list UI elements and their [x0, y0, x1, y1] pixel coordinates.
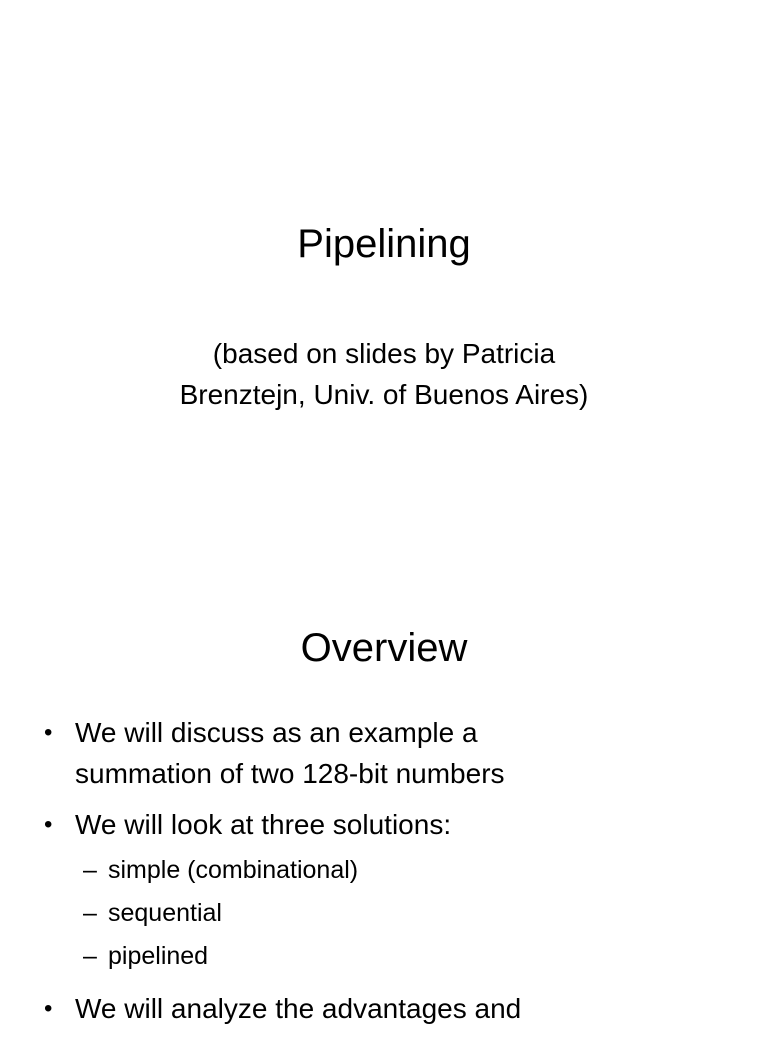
- bullet-line: summation of two 128-bit numbers: [75, 758, 505, 789]
- subtitle-line: Brenztejn, Univ. of Buenos Aires): [179, 379, 589, 410]
- bullet-item: [0, 988, 768, 1029]
- bullet-text: [75, 804, 768, 845]
- dash-icon: –: [83, 856, 97, 884]
- slide-title-heading: Pipelining: [297, 222, 471, 266]
- subtitle-line: (based on slides by Patricia: [212, 338, 556, 369]
- sub-bullet-text: sequential: [108, 899, 222, 927]
- dash-icon: –: [83, 899, 97, 927]
- sub-bullet-text: simple (combinational): [108, 856, 359, 884]
- slide-title: [0, 0, 768, 512]
- bullet-item: [0, 804, 768, 978]
- sub-bullet-item: [75, 849, 768, 892]
- sub-bullet-list: [75, 849, 768, 978]
- bullet-line: We will analyze the advantages and: [75, 993, 522, 1024]
- bullet-text: [75, 712, 768, 794]
- bullet-icon: •: [44, 811, 53, 838]
- bullet-text: [75, 988, 768, 1029]
- bullet-line: We will discuss as an example a: [75, 717, 478, 748]
- bullet-icon: •: [44, 719, 53, 746]
- slide-overview: [0, 512, 768, 1024]
- slide-overview-heading: Overview: [300, 626, 468, 670]
- dash-icon: –: [83, 942, 97, 970]
- bullet-line: We will look at three solutions:: [75, 809, 452, 840]
- bullet-item: [0, 712, 768, 794]
- sub-bullet-item: [75, 892, 768, 935]
- sub-bullet-text: pipelined: [108, 942, 209, 970]
- sub-bullet-item: [75, 935, 768, 978]
- bullet-icon: •: [44, 995, 53, 1022]
- bullet-list: [0, 712, 768, 1039]
- slide-title-subtitle: [0, 333, 768, 415]
